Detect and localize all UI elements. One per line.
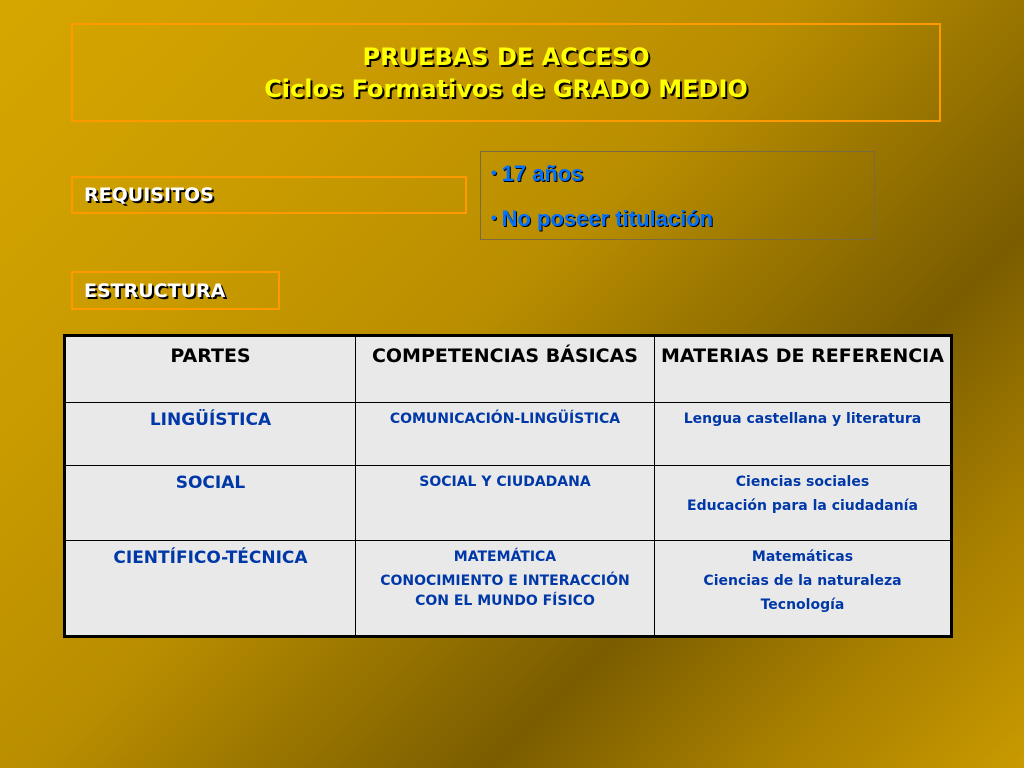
competencia-item: CONOCIMIENTO E INTERACCIÓN CON EL MUNDO FÍSICO <box>380 573 630 609</box>
competencia-item: MATEMÁTICA <box>453 549 557 565</box>
cell-parte: SOCIAL <box>65 466 356 541</box>
cell-competencias <box>355 466 654 541</box>
title-line-1: PRUEBAS DE ACCESO <box>362 42 650 71</box>
cell-parte: LINGÜÍSTICA <box>65 403 356 466</box>
title-box <box>71 23 941 122</box>
estructura-table <box>63 334 953 638</box>
bullet-icon: • <box>491 210 497 227</box>
title-line-2: Ciclos Formativos de GRADO MEDIO <box>264 74 748 103</box>
cell-competencias <box>355 403 654 466</box>
materia-item: Tecnología <box>760 597 845 613</box>
table-header-row <box>65 336 952 403</box>
materia-item: Educación para la ciudadanía <box>687 498 918 514</box>
competencia-item: SOCIAL Y CIUDADANA <box>419 474 591 490</box>
cell-materias <box>654 541 951 637</box>
requisito-text: No poseer titulación <box>501 206 714 231</box>
requisito-text: 17 años <box>501 161 584 186</box>
table-row <box>65 541 952 637</box>
cell-materias <box>654 466 951 541</box>
requisitos-list <box>480 151 875 240</box>
materia-item: Matemáticas <box>751 549 854 565</box>
requisito-item <box>491 205 874 250</box>
bullet-icon: • <box>491 165 497 182</box>
materia-item: Ciencias sociales <box>735 474 870 490</box>
header-materias: MATERIAS DE REFERENCIA <box>654 336 951 403</box>
header-competencias: COMPETENCIAS BÁSICAS <box>355 336 654 403</box>
cell-competencias <box>355 541 654 637</box>
competencia-item: COMUNICACIÓN-LINGÜÍSTICA <box>389 411 621 427</box>
materia-item: Lengua castellana y literatura <box>683 411 922 427</box>
header-partes: PARTES <box>65 336 356 403</box>
table-row <box>65 466 952 541</box>
requisito-item <box>491 160 874 205</box>
cell-materias <box>654 403 951 466</box>
estructura-label: ESTRUCTURA <box>71 271 280 310</box>
requisitos-label: REQUISITOS <box>71 176 467 214</box>
table-row <box>65 403 952 466</box>
cell-parte: CIENTÍFICO-TÉCNICA <box>65 541 356 637</box>
materia-item: Ciencias de la naturaleza <box>703 573 902 589</box>
